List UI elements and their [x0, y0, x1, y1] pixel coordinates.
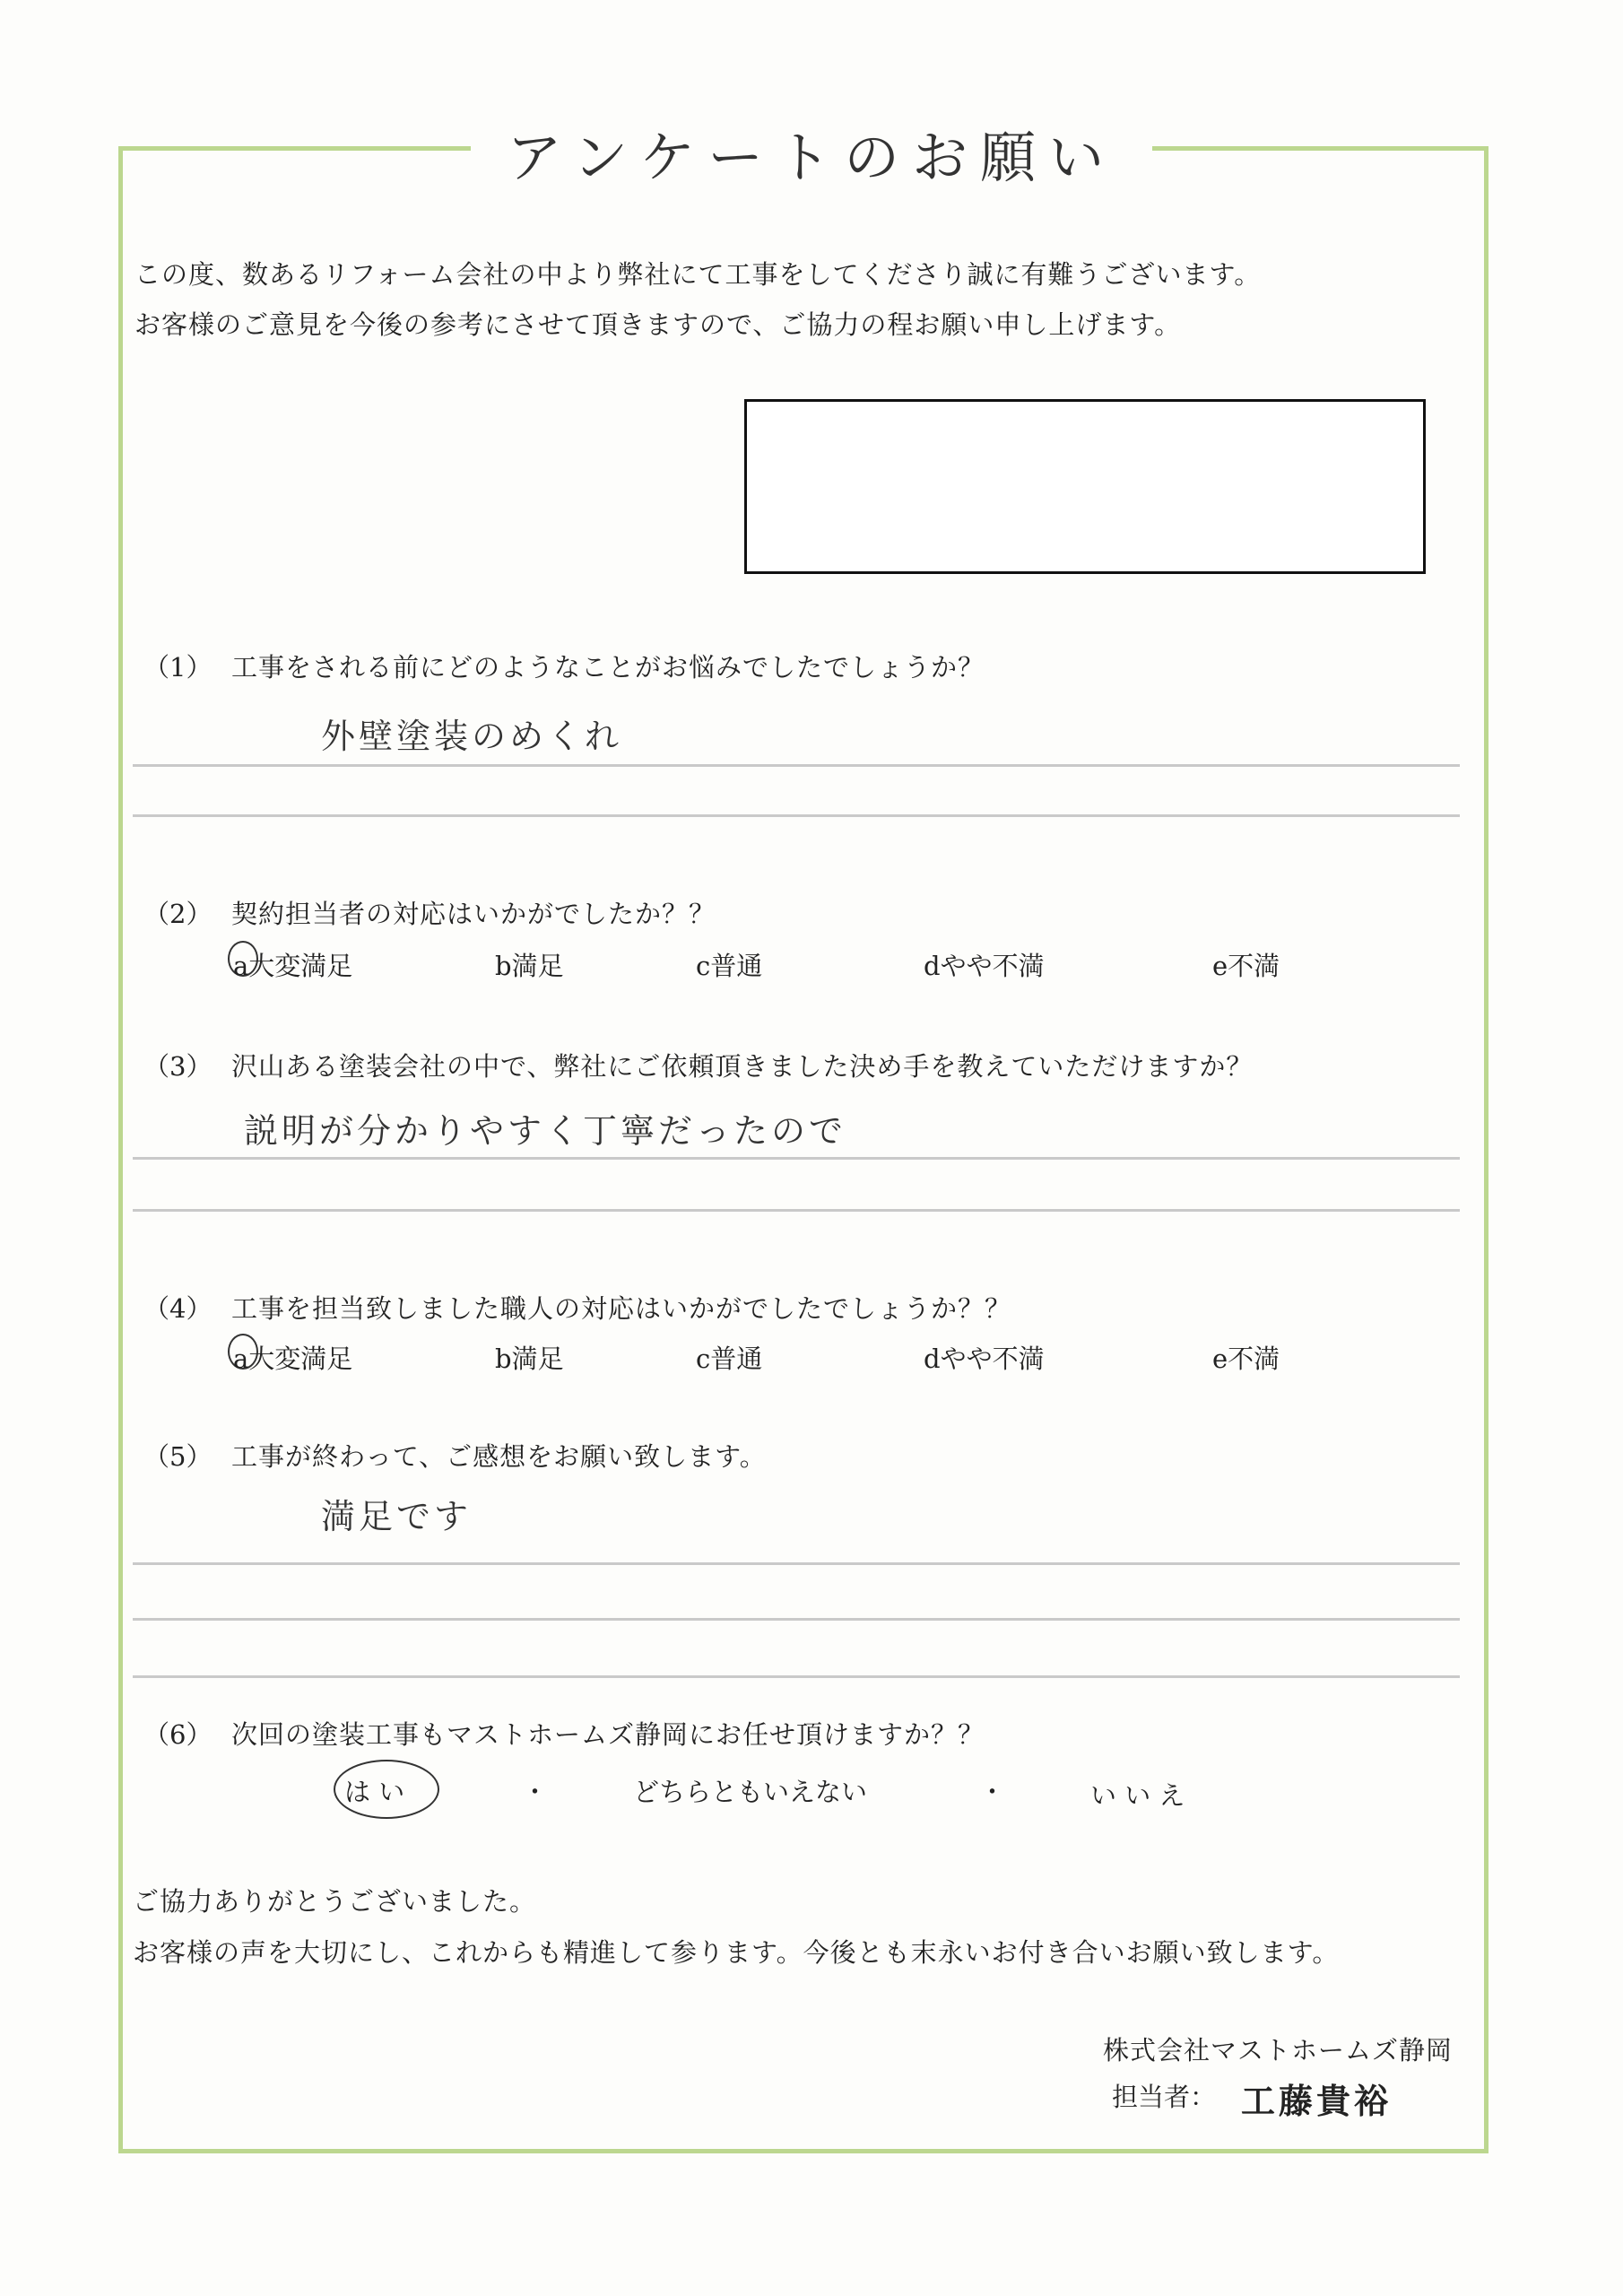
- q2-number: （2）: [143, 899, 213, 929]
- q6-separator-1: ・: [522, 1777, 549, 1807]
- staff-signature: 工藤貴裕: [1241, 2082, 1393, 2121]
- q4-text: 工事を担当致しました職人の対応はいかがでしたでしょうか？？: [231, 1293, 1012, 1324]
- page-title: アンケートのお願い: [471, 113, 1152, 193]
- q4-option-c: c普通: [696, 1344, 763, 1374]
- q5-answer: 満足です: [321, 1497, 473, 1536]
- q1-text: 工事をされる前にどのようなことがお悩みでしたでしょうか？: [231, 652, 985, 683]
- q3-text: 沢山ある塗装会社の中で、弊社にご依頼頂きました決め手を教えていただけますか？: [231, 1051, 1254, 1082]
- closing-line-1: ご協力ありがとうございました。: [133, 1886, 537, 1917]
- q1-number: （1）: [143, 652, 213, 683]
- q3-rule-2: [133, 1209, 1460, 1212]
- q3-answer: 説明が分かりやすく丁寧だったので: [244, 1111, 847, 1151]
- q2-option-a: a大変満足: [233, 951, 353, 981]
- q1-rule-2: [133, 814, 1460, 817]
- q5-text: 工事が終わって、ご感想をお願い致します。: [231, 1441, 767, 1472]
- intro-line-1: この度、数あるリフォーム会社の中より弊社にて工事をしてくださり誠に有難うございます。: [135, 259, 1262, 290]
- q5-number: （5）: [143, 1441, 213, 1472]
- q1-rule-1: [133, 764, 1460, 767]
- q6-option-no: い い え: [1090, 1780, 1185, 1811]
- closing-line-2: お客様の声を大切にし、これからも精進して参ります。今後とも末永いお付き合いお願い致します。: [133, 1937, 1340, 1968]
- q5-rule-1: [133, 1562, 1460, 1565]
- q6-number: （6）: [143, 1719, 213, 1750]
- q5-rule-3: [133, 1675, 1460, 1678]
- q4-option-e: e不満: [1212, 1344, 1280, 1374]
- q4-number: （4）: [143, 1293, 213, 1324]
- q4-option-a: a大変満足: [233, 1344, 353, 1374]
- q1-answer: 外壁塗装のめくれ: [321, 717, 623, 756]
- q6-text: 次回の塗装工事もマストホームズ静岡にお任せ頂けますか？？: [231, 1719, 985, 1750]
- q6-option-neither: どちらともいえない: [633, 1777, 868, 1807]
- q6-option-yes: は い: [344, 1777, 405, 1807]
- staff-label: 担当者：: [1112, 2082, 1217, 2112]
- company-name: 株式会社マストホームズ静岡: [1102, 2035, 1453, 2066]
- q4-option-b: b満足: [495, 1344, 564, 1374]
- q2-option-d: dやや不満: [924, 951, 1045, 981]
- q2-text: 契約担当者の対応はいかがでしたか？？: [231, 899, 716, 929]
- q5-rule-2: [133, 1618, 1460, 1621]
- intro-line-2: お客様のご意見を今後の参考にさせて頂きますので、ご協力の程お願い申し上げます。: [135, 309, 1182, 340]
- q2-option-b: b満足: [495, 951, 564, 981]
- q3-number: （3）: [143, 1051, 213, 1082]
- q2-option-e: e不満: [1212, 951, 1280, 981]
- redacted-box: [744, 399, 1426, 574]
- q6-separator-2: ・: [979, 1777, 1006, 1807]
- q3-rule-1: [133, 1157, 1460, 1160]
- q4-option-d: dやや不満: [924, 1344, 1045, 1374]
- q2-option-c: c普通: [696, 951, 763, 981]
